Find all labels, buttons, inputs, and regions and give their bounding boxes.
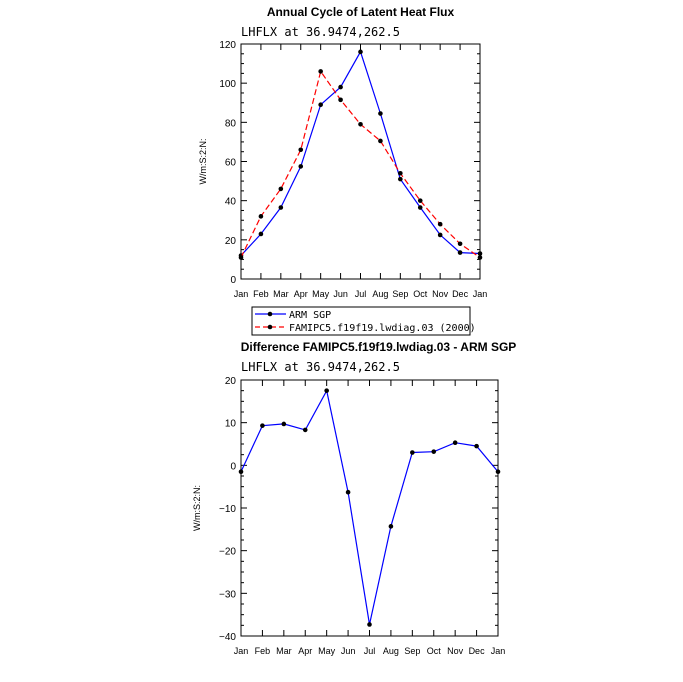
data-point-1-0 bbox=[389, 524, 394, 529]
data-point-1-0 bbox=[410, 450, 415, 455]
data-point-1-0 bbox=[453, 440, 458, 445]
data-point-1-0 bbox=[346, 490, 351, 495]
data-point-0-1 bbox=[378, 139, 383, 144]
y-axis-label-1: W/m:S:2:N: bbox=[192, 484, 202, 532]
data-point-0-1 bbox=[259, 214, 264, 219]
y-tick-label-0: 100 bbox=[219, 79, 236, 91]
data-point-0-0 bbox=[338, 85, 343, 90]
x-tick-label-0: Apr bbox=[293, 289, 308, 299]
legend-marker-1 bbox=[268, 325, 273, 330]
x-tick-label-0: Nov bbox=[432, 289, 449, 299]
plot-frame-1 bbox=[241, 380, 498, 636]
y-tick-label-1: 0 bbox=[230, 461, 236, 473]
data-point-1-0 bbox=[324, 388, 329, 393]
x-tick-label-0: Jan bbox=[472, 289, 488, 299]
chart-subtitle-0: LHFLX at 36.9474,262.5 bbox=[241, 25, 400, 39]
x-tick-label-0: Jun bbox=[333, 289, 348, 299]
data-point-1-0 bbox=[431, 449, 436, 454]
data-point-0-0 bbox=[358, 50, 363, 55]
y-tick-label-0: 60 bbox=[224, 157, 236, 169]
y-tick-label-1: 20 bbox=[224, 376, 236, 387]
y-tick-label-1: 10 bbox=[224, 418, 236, 430]
x-tick-label-0: Aug bbox=[372, 289, 389, 299]
series-line-0-1 bbox=[241, 71, 480, 257]
data-point-0-0 bbox=[478, 251, 483, 256]
chart-subtitle-1: LHFLX at 36.9474,262.5 bbox=[241, 360, 400, 374]
y-tick-label-1: −30 bbox=[219, 589, 236, 601]
x-tick-label-0: Dec bbox=[452, 289, 469, 299]
data-point-0-1 bbox=[398, 171, 403, 176]
y-tick-label-0: 80 bbox=[224, 118, 236, 130]
y-tick-label-0: 40 bbox=[224, 196, 236, 208]
x-tick-label-0: Sep bbox=[392, 289, 409, 299]
data-point-0-0 bbox=[458, 250, 463, 255]
x-tick-label-1: Feb bbox=[254, 646, 271, 656]
data-point-0-1 bbox=[478, 255, 483, 260]
data-point-1-0 bbox=[282, 422, 287, 427]
chart-title-1: Difference FAMIPC5.f19f19.lwdiag.03 - ARM SGP bbox=[240, 340, 517, 354]
y-tick-label-1: −20 bbox=[219, 546, 236, 558]
data-point-0-1 bbox=[458, 241, 463, 246]
x-tick-label-1: Apr bbox=[298, 646, 313, 656]
data-point-0-0 bbox=[298, 164, 303, 169]
x-tick-label-0: May bbox=[312, 289, 330, 299]
x-tick-label-0: Feb bbox=[253, 289, 269, 299]
data-point-0-1 bbox=[438, 222, 443, 227]
data-point-0-1 bbox=[239, 255, 244, 260]
x-tick-label-1: Jun bbox=[340, 646, 356, 656]
y-tick-label-1: −40 bbox=[219, 632, 236, 643]
x-tick-label-1: Sep bbox=[404, 646, 421, 656]
x-tick-label-1: Aug bbox=[382, 646, 399, 656]
x-tick-label-0: Mar bbox=[273, 289, 289, 299]
data-point-1-0 bbox=[303, 428, 308, 433]
data-point-0-1 bbox=[279, 187, 284, 192]
data-point-0-0 bbox=[438, 233, 443, 238]
data-point-0-0 bbox=[259, 232, 264, 237]
legend-label-0: ARM SGP bbox=[289, 310, 332, 321]
data-point-0-0 bbox=[378, 111, 383, 116]
y-tick-label-0: 120 bbox=[219, 40, 236, 51]
data-point-1-0 bbox=[474, 444, 479, 449]
x-tick-label-1: May bbox=[318, 646, 336, 656]
data-point-1-0 bbox=[367, 622, 372, 627]
data-point-0-1 bbox=[418, 198, 423, 203]
data-point-1-0 bbox=[496, 469, 501, 474]
x-tick-label-0: Jul bbox=[354, 289, 367, 299]
y-tick-label-0: 20 bbox=[224, 235, 236, 247]
chart-title-0: Annual Cycle of Latent Heat Flux bbox=[266, 5, 455, 19]
data-point-0-0 bbox=[318, 102, 323, 107]
x-tick-label-1: Jul bbox=[363, 646, 376, 656]
x-tick-label-0: Oct bbox=[413, 289, 428, 299]
x-tick-label-1: Jan bbox=[490, 646, 506, 656]
x-tick-label-1: Nov bbox=[447, 646, 464, 656]
data-point-1-0 bbox=[239, 469, 244, 474]
x-tick-label-1: Jan bbox=[233, 646, 249, 656]
data-point-0-1 bbox=[318, 69, 323, 74]
data-point-0-0 bbox=[418, 205, 423, 210]
legend-marker-0 bbox=[268, 312, 273, 317]
legend-label-1: FAMIPC5.f19f19.lwdiag.03 (2000) bbox=[289, 323, 476, 334]
y-tick-label-1: −10 bbox=[219, 504, 236, 515]
data-point-0-0 bbox=[279, 205, 284, 210]
x-tick-label-1: Dec bbox=[468, 646, 485, 656]
x-tick-label-0: Jan bbox=[233, 289, 249, 299]
y-axis-label-0: W/m:S:2:N: bbox=[198, 138, 208, 185]
plot-frame-0 bbox=[241, 44, 480, 279]
y-tick-label-0: 0 bbox=[230, 275, 236, 286]
data-point-0-1 bbox=[298, 147, 303, 152]
data-point-0-0 bbox=[398, 177, 403, 182]
data-point-0-1 bbox=[338, 98, 343, 103]
data-point-1-0 bbox=[260, 423, 265, 428]
series-line-1-0 bbox=[241, 391, 498, 625]
series-line-0-0 bbox=[241, 52, 480, 256]
x-tick-label-1: Oct bbox=[426, 646, 441, 656]
data-point-0-1 bbox=[358, 122, 363, 127]
x-tick-label-1: Mar bbox=[276, 646, 292, 656]
